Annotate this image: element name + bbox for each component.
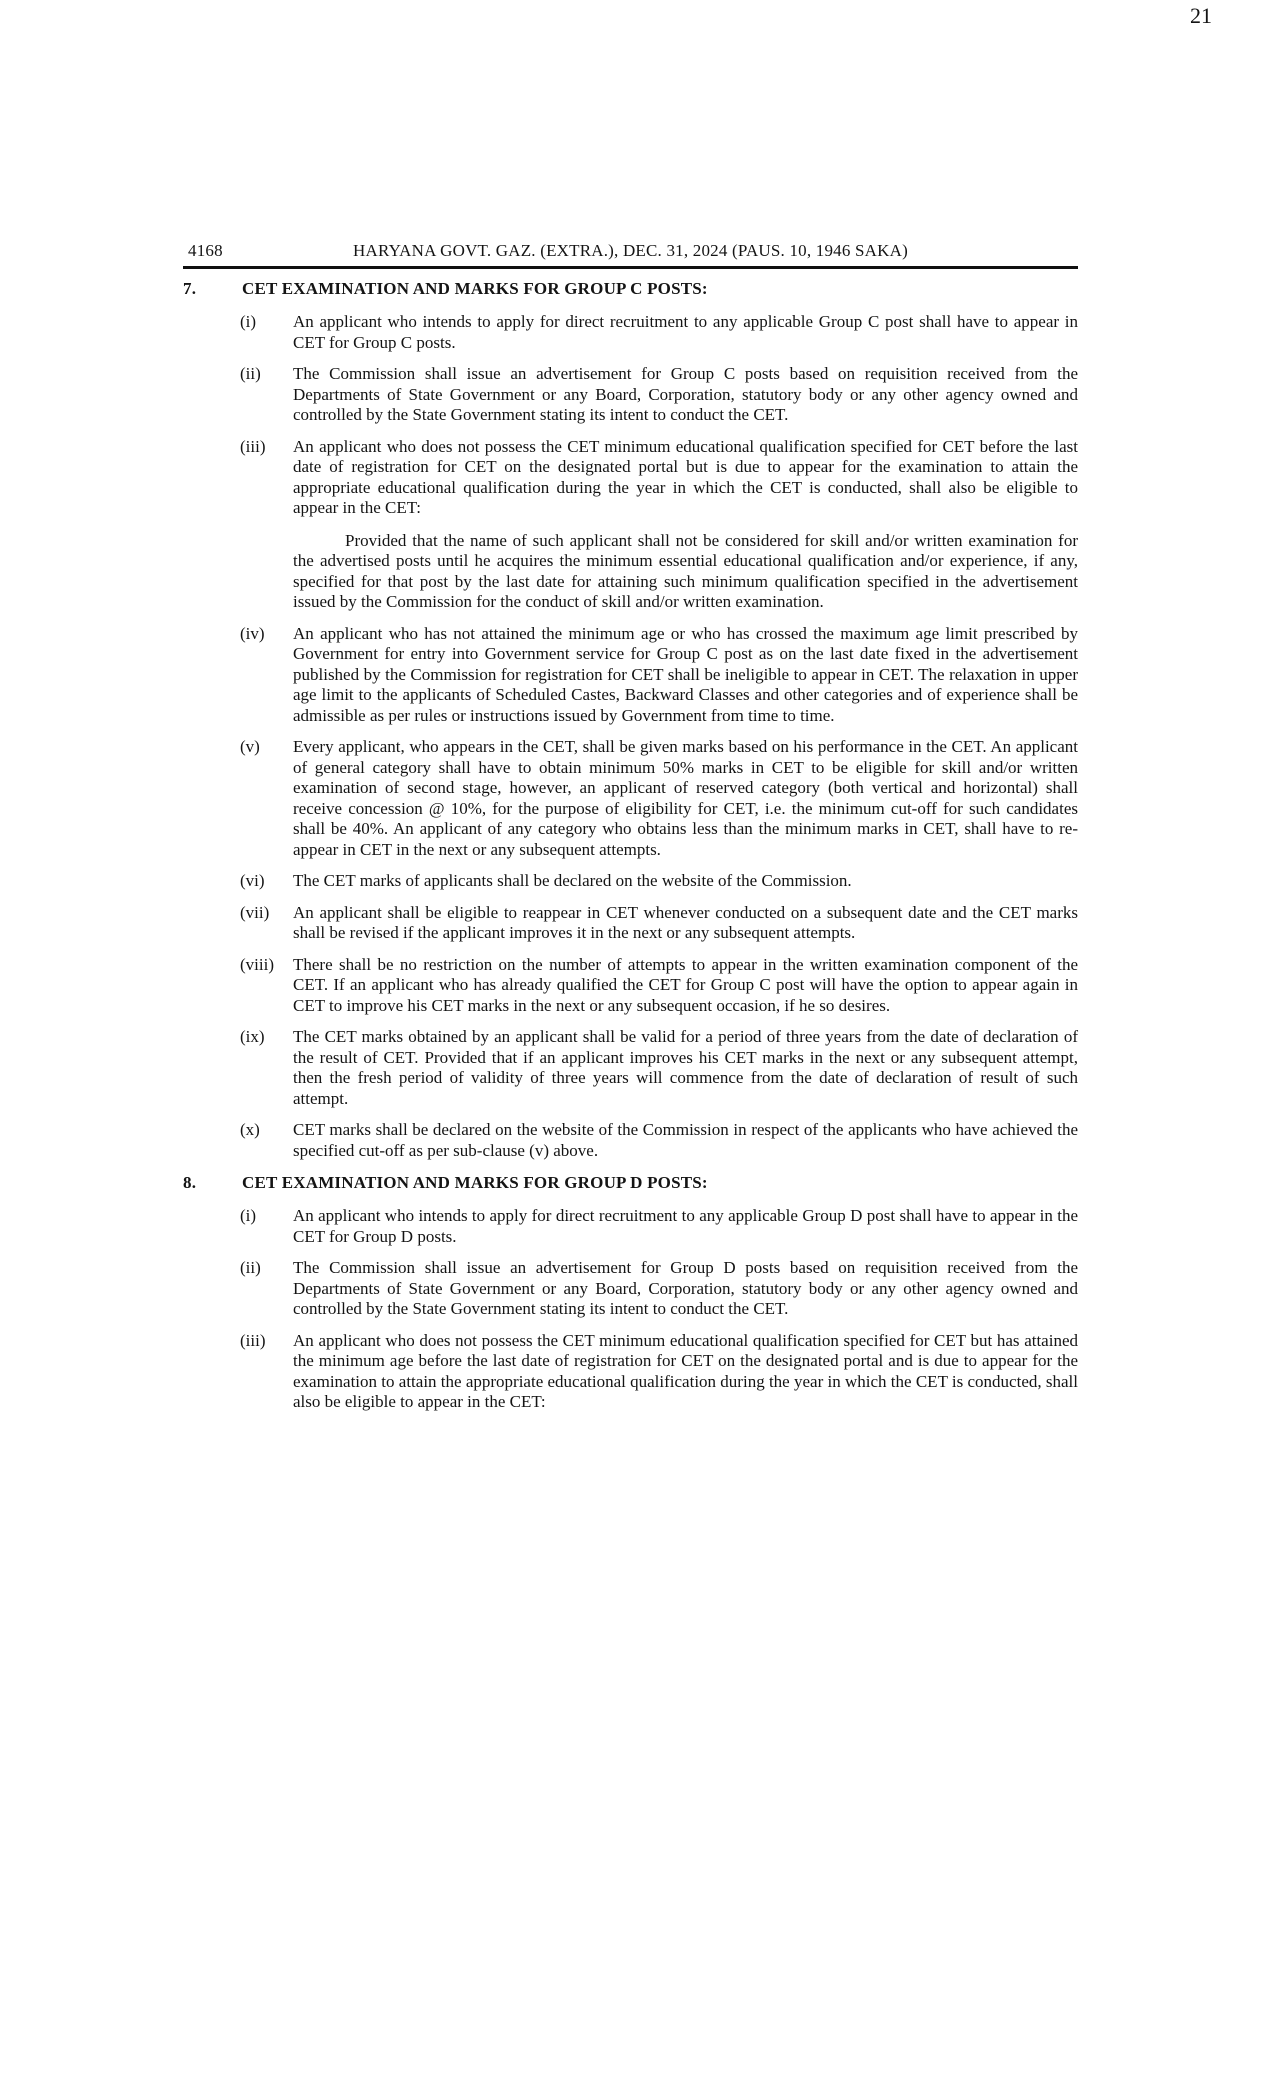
section-heading (183, 1172, 1078, 1193)
section (183, 1172, 1078, 1413)
item-text: There shall be no restriction on the number of attempts to appear in the written examination component of the CET. If an applicant who has already qualified the CET for Group C post will have the option to appear again in CET to improve his CET marks in the next or any subsequent occasion, if he so desires. (293, 954, 1078, 1015)
item-label: (iii) (240, 436, 266, 456)
gazette-title: HARYANA GOVT. GAZ. (EXTRA.), DEC. 31, 2024 (PAUS. 10, 1946 SAKA) (353, 241, 908, 260)
section-items (183, 1206, 1078, 1413)
page-content (183, 240, 1078, 1424)
item-body (293, 364, 1078, 426)
item-body (293, 1120, 1078, 1161)
item-label: (viii) (240, 954, 274, 974)
item-label: (v) (240, 737, 260, 756)
list-item (183, 1027, 1078, 1109)
item-body (293, 312, 1078, 353)
page-number: 21 (1190, 3, 1212, 28)
list-item (183, 1331, 1078, 1413)
item-text: The Commission shall issue an advertisement for Group C posts based on requisition received from the Departments of State Government or any Board, Corporation, statutory body or any other agency owned and controlled by the State Government stating its intent to conduct the CET. (293, 364, 1078, 424)
sections-container (183, 278, 1078, 1413)
item-text: The CET marks obtained by an applicant shall be valid for a period of three years from the date of declaration of the result of CET. Provided that if an applicant improves his CET marks in the next or any subsequent attempt, then the fresh period of validity of three years will commence from the date of declaration of result of such attempt. (293, 1027, 1078, 1108)
item-text: An applicant who has not attained the minimum age or who has crossed the maximum age limit prescribed by Government for entry into Government service for Group C post as on the last date fixed in the advertisement published by the Commission for registration for CET shall be ineligible to appear in CET. The relaxation in upper age limit to the applicants of Scheduled Castes, Backward Classes and other categories and of experience shall be admissible as per rules or instructions issued by Government from time to time. (293, 623, 1078, 725)
item-body (293, 1258, 1078, 1320)
gazette-issue-number: 4168 (188, 241, 223, 260)
section-items (183, 312, 1078, 1161)
list-item (183, 437, 1078, 613)
item-text: An applicant who intends to apply for direct recruitment to any applicable Group D post shall have to appear in the CET for Group D posts. (293, 1206, 1078, 1246)
item-label: (ii) (240, 1258, 261, 1277)
item-label: (ii) (240, 364, 261, 383)
section-number: 7. (183, 279, 197, 298)
list-item (183, 312, 1078, 353)
list-item (183, 1206, 1078, 1247)
item-text: An applicant who does not possess the CET minimum educational qualification specified for CET but has attained the minimum age before the last date of registration for CET on the designated portal and is due to appear for the examination to attain the appropriate educational qualification during the year in which the CET is conducted, shall also be eligible to appear in the CET: (293, 1330, 1078, 1411)
item-body (293, 737, 1078, 860)
list-item (183, 624, 1078, 727)
item-text: The Commission shall issue an advertisement for Group D posts based on requisition received from the Departments of State Government or any Board, Corporation, statutory body or any other agency owned and controlled by the State Government stating its intent to conduct the CET. (293, 1258, 1078, 1318)
item-body (293, 903, 1078, 944)
list-item (183, 903, 1078, 944)
proviso-paragraph: Provided that the name of such applicant shall not be considered for skill and/or written examination for the advertised posts until he acquires the minimum essential educational qualification and/or experience, if any, specified for that post by the last date for attaining such minimum qualification specified in the advertisement issued by the Commission for the conduct of skill and/or written examination. (293, 530, 1078, 611)
item-body (293, 1206, 1078, 1247)
section-title: CET EXAMINATION AND MARKS FOR GROUP D POSTS: (242, 1173, 708, 1192)
item-label: (i) (240, 312, 257, 331)
item-text: The CET marks of applicants shall be declared on the website of the Commission. (293, 871, 852, 890)
item-text: An applicant who intends to apply for direct recruitment to any applicable Group C post shall have to appear in CET for Group C posts. (293, 312, 1078, 352)
section-number: 8. (183, 1173, 197, 1192)
item-text: An applicant who does not possess the CET minimum educational qualification specified for CET before the last date of registration for CET on the designated portal but is due to appear for the examination to attain the appropriate educational qualification during the year in which the CET is conducted, shall also be eligible to appear in the CET: (293, 436, 1078, 517)
item-body (293, 955, 1078, 1017)
item-text: CET marks shall be declared on the website of the Commission in respect of the applicants who have achieved the specified cut-off as per sub-clause (v) above. (293, 1120, 1078, 1160)
section-heading (183, 278, 1078, 299)
gazette-header (183, 240, 1078, 269)
item-body (293, 871, 1078, 892)
item-label: (ix) (240, 1027, 265, 1046)
item-text: An applicant shall be eligible to reappear in CET whenever conducted on a subsequent date and the CET marks shall be revised if the applicant improves it in the next or any subsequent attempts. (293, 902, 1078, 942)
item-label: (x) (240, 1120, 260, 1139)
list-item (183, 955, 1078, 1017)
item-label: (iii) (240, 1330, 266, 1350)
list-item (183, 737, 1078, 860)
item-label: (vi) (240, 871, 265, 890)
list-item (183, 364, 1078, 426)
item-body (293, 437, 1078, 613)
section (183, 278, 1078, 1161)
list-item (183, 1120, 1078, 1161)
section-title: CET EXAMINATION AND MARKS FOR GROUP C POSTS: (242, 279, 708, 298)
item-body (293, 1331, 1078, 1413)
item-label: (iv) (240, 623, 265, 643)
list-item (183, 871, 1078, 892)
item-body (293, 1027, 1078, 1109)
list-item (183, 1258, 1078, 1320)
item-body (293, 624, 1078, 727)
item-text: Every applicant, who appears in the CET, shall be given marks based on his performance in the CET. An applicant of general category shall have to obtain minimum 50% marks in CET to be eligible for skill and/or written examination of second stage, however, an applicant of reserved category (both vertical and horizontal) shall receive concession @ 10%, for the purpose of eligibility for CET, i.e. the minimum cut-off for such candidates shall be 40%. An applicant of any category who obtains less than the minimum marks in CET, shall have to re-appear in CET in the next or any subsequent attempts. (293, 737, 1078, 859)
item-label: (i) (240, 1206, 257, 1225)
item-label: (vii) (240, 902, 270, 922)
